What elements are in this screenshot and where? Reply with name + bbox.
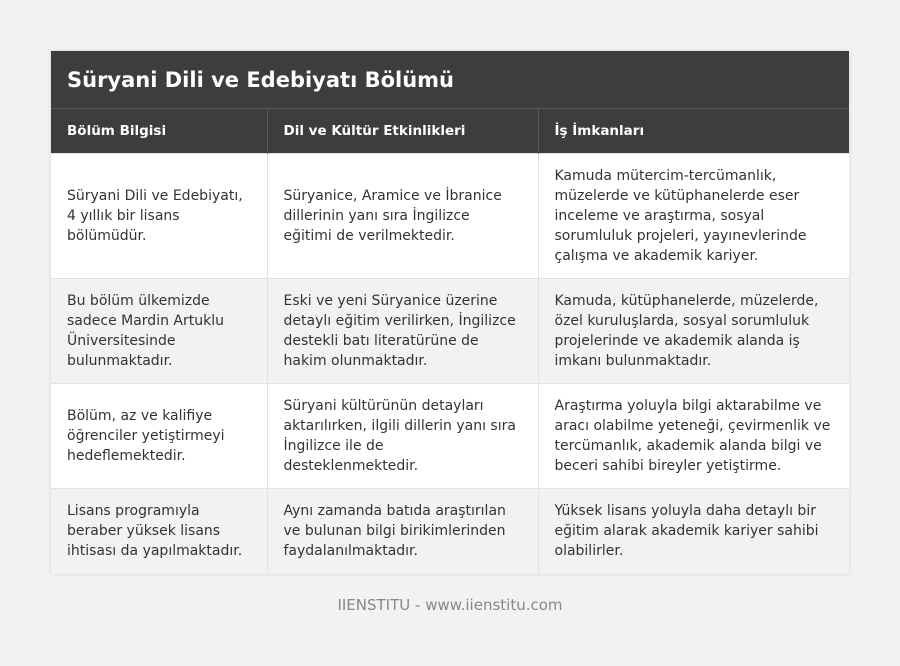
table-cell: Süryanice, Aramice ve İbranice dillerinin yanı sıra İngilizce eğitimi de verilmektedir. — [267, 154, 538, 279]
table-cell: Araştırma yoluyla bilgi aktarabilme ve aracı olabilme yeteneği, çevirmenlik ve tercümanlık, akademik alanda bilgi ve beceri sahibi bireyler yetiştirme. — [538, 384, 849, 489]
table-cell: Bu bölüm ülkemizde sadece Mardin Artuklu Üniversitesinde bulunmaktadır. — [51, 279, 267, 384]
column-header-is-imkanlari: İş İmkanları — [538, 109, 849, 154]
table-cell: Lisans programıyla beraber yüksek lisans ihtisası da yapılmaktadır. — [51, 489, 267, 574]
table-cell: Süryani kültürünün detayları aktarılırken, ilgili dillerin yanı sıra İngilizce ile de desteklenmektedir. — [267, 384, 538, 489]
table-title: Süryani Dili ve Edebiyatı Bölümü — [51, 51, 849, 109]
table-row — [51, 154, 849, 279]
column-header-bolum-bilgisi: Bölüm Bilgisi — [51, 109, 267, 154]
table-row — [51, 279, 849, 384]
table-cell: Eski ve yeni Süryanice üzerine detaylı eğitim verilirken, İngilizce destekli batı literatürüne de hakim olunmaktadır. — [267, 279, 538, 384]
table-row — [51, 489, 849, 574]
column-header-dil-ve-kultur: Dil ve Kültür Etkinlikleri — [267, 109, 538, 154]
table-cell: Yüksek lisans yoluyla daha detaylı bir eğitim alarak akademik kariyer sahibi olabilirler. — [538, 489, 849, 574]
table-cell: Kamuda, kütüphanelerde, müzelerde, özel kuruluşlarda, sosyal sorumluluk projelerinde ve akademik alanda iş imkanı bulunmaktadır. — [538, 279, 849, 384]
table-header-row — [51, 109, 849, 154]
table-row — [51, 384, 849, 489]
table-cell: Süryani Dili ve Edebiyatı, 4 yıllık bir lisans bölümüdür. — [51, 154, 267, 279]
table-cell: Kamuda mütercim-tercümanlık, müzelerde ve kütüphanelerde eser inceleme ve araştırma, sosyal sorumluluk projeleri, yayınevlerinde çalışma ve akademik kariyer. — [538, 154, 849, 279]
footer-credit: IIENSTITU - www.iienstitu.com — [337, 596, 563, 614]
info-table — [51, 109, 849, 574]
table-cell: Aynı zamanda batıda araştırılan ve bulunan bilgi birikimlerinden faydalanılmaktadır. — [267, 489, 538, 574]
info-table-card — [51, 51, 849, 574]
table-cell: Bölüm, az ve kalifiye öğrenciler yetiştirmeyi hedeflemektedir. — [51, 384, 267, 489]
